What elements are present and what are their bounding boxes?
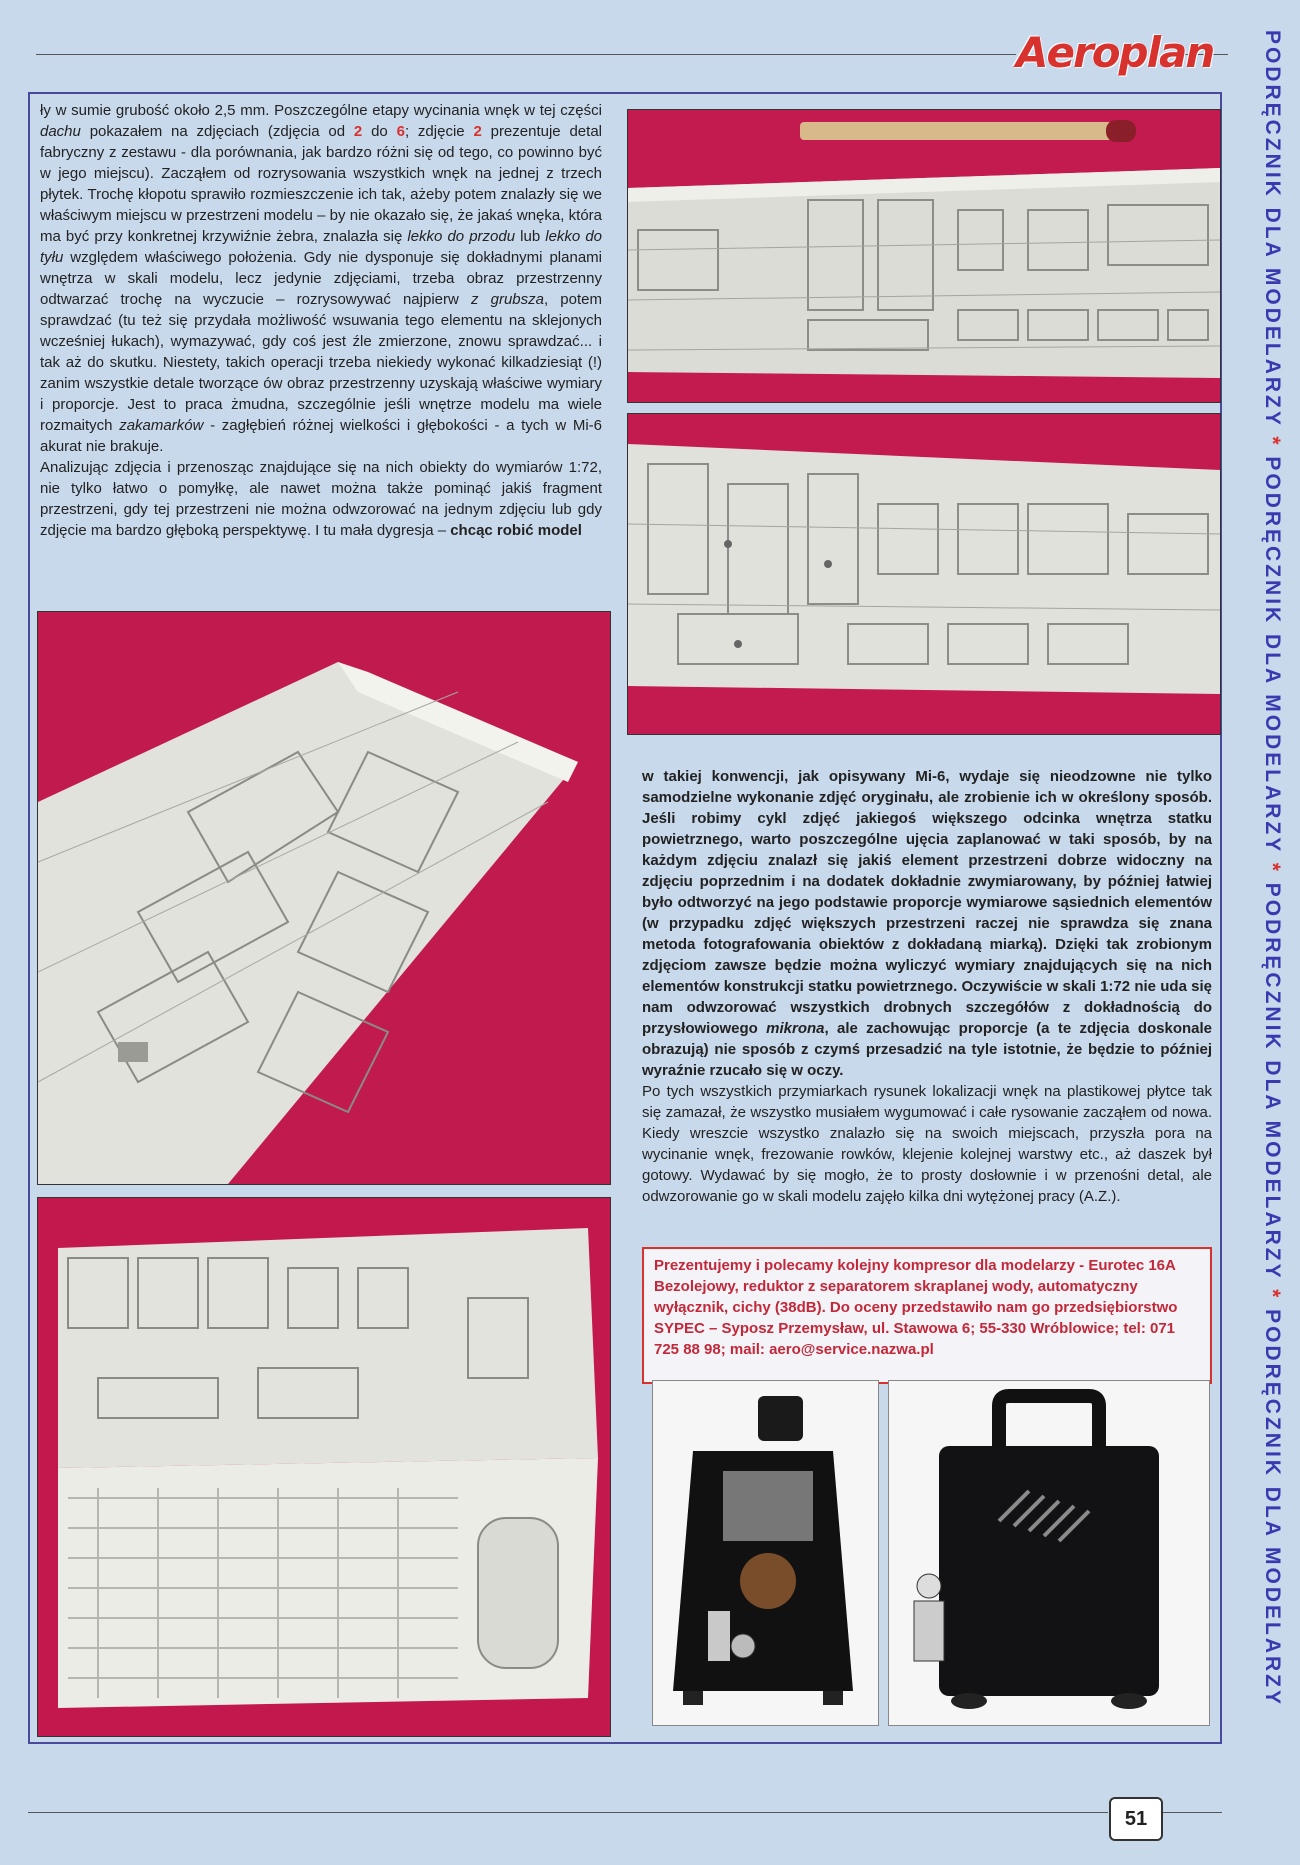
photo-panel-assembly-svg [38,1198,610,1736]
compressor-photo-closed [888,1380,1210,1726]
compressor-open-svg [653,1381,878,1725]
compressor-photo-open [652,1380,879,1726]
photo-panel-angled-svg [38,612,610,1184]
photo-panel-cutouts [628,414,1220,734]
vertical-sidebar [1228,30,1284,1830]
page-number: 51 [1109,1797,1163,1841]
header-rule-left [36,54,1016,55]
footer-rule-left [28,1812,1108,1813]
ad-title: Prezentujemy i polecamy kolejny kompresor dla modelarzy - Eurotec 16A [654,1257,1176,1274]
aeroplan-logo: Aeroplan [1016,28,1214,77]
right-paragraph-bold: w takiej konwencji, jak opisywany Mi-6, wydaje się nieodzowne nie tylko samodzielne wykonanie zdjęć oryginału, ale zrobienie ich w określony sposób. Jeśli robimy cykl zdjęć jakiegoś większego odcinka wnętrza statku powietrznego, warto poszczególne ujęcia zaplanować w taki sposób, by na każdym zdjęciu znalazł się jakiś element przestrzeni dobrze widoczny na zdjęciu poprzednim i na dodatek dokładnie zwymiarowany, by później łatwiej było odtworzyć na jego podstawie proporcje wymiarowe sąsiednich elementów (w przypadku zdjęć większych przestrzeni raczej nie sprawdza się znana metoda fotografowania obiektów z dokładaną miarką). Dzięki tak zrobionym zdjęciom zawsze będzie można wyliczyć wymiary znajdujących się na nich elementów konstrukcji statku powietrznego. Oczywiście w skali 1:72 nie uda się nam odwzorować wszystkich drobnych szczegółów z dokładnością do przysłowiowego mikrona, ale zachowując proporcje (a te zdjęcia doskonale obrazują) nie sposób z czymś przesadzić na tyle istotnie, że będzie to później wyraźnie rzucało się w oczy. [642,768,1213,1079]
footer-rule-right [1162,1812,1222,1813]
ad-mail-link[interactable]: aero@service.nazwa.pl [769,1341,934,1358]
compressor-closed-svg [889,1381,1209,1725]
photo-panel-angled [38,612,610,1184]
left-paragraph-1: ły w sumie grubość około 2,5 mm. Poszczególne etapy wycinania wnęk w tej części dachu pokazałem na zdjęciach (zdjęcia od 2 do 6; zdjęcie 2 prezentuje detal fabryczny z zestawu - dla porównania, jak bardzo różni się od tego, co powinno być w jego miejscu). Zacząłem od rozrysowania wszystkich wnęk na jednej z trzech płytek. Trochę kłopotu sprawiło rozmieszczenie ich tak, ażeby potem znalazły się we właściwym miejscu w przestrzeni modelu – by nie okazało się, że jakaś wnęka, która ma być przy konkretnej krzywiźnie żebra, znalazła się lekko do przodu lub lekko do tyłu względem właściwego położenia. Gdy nie dysponuje się dokładnymi planami wnętrza w skali modelu, lecz jedynie zdjęciami, trzeba obraz przestrzenny odtwarzać trochę na wyczucie – rozrysowywać najpierw z grubsza, potem sprawdzać (tu też się przydała możliwość wsuwania tego elementu na sklejonych wcześniej łukach), wymazywać, gdy coś jest źle zmierzone, znowu sprawdzać... i tak aż do skutku. Niestety, takich operacji trzeba niekiedy wykonać kilkadziesiąt (!) zanim wszystkie detale tworzące ów obraz przestrzenny uzyskają właściwe wymiary i proporcje. Jest to praca żmudna, szczególnie jeśli wnętrze modelu ma wiele rozmaitych zakamarków - zagłębień różnej wielkości i głębokości - a tych w Mi-6 akurat nie brakuje. [40,102,603,455]
photo-panel-assembly [38,1198,610,1736]
photo-panel-with-match [628,110,1220,402]
ad-body: Bezolejowy, reduktor z separatorem skraplanej wody, automatyczny wyłącznik, cichy (38dB). Do oceny przedstawiło nam go przedsiębiorstwo SYPEC – Syposz Przemysław, ul. Stawowa 6; 55-330 Wróblowice; tel: 071 725 88 98; mail: aero@service.nazwa.pl [654,1278,1178,1358]
right-paragraph-normal: Po tych wszystkich przymiarkach rysunek lokalizacji wnęk na plastikowej płytce tak się zamazał, że wszystko musiałem wygumować i całe rysowanie zacząłem od nowa. Kiedy wreszcie wszystko znalazło się na swoich miejscach, przyszła pora na wycinanie wnęk, frezowanie rowków, klejenie kolejnej warstwy etc., aż daszek był gotowy. Wydawać by się mogło, że to prosty dosłownie i w przenośni detal, ale odwzorowanie go w skali modelu zajęło kilka dni wytężonej pracy (A.Z.). [642,1083,1212,1205]
right-column-text [642,766,1212,1207]
photo-panel-cutouts-svg [628,414,1220,734]
sidebar-text: PODRĘCZNIK DLA MODELARZY * PODRĘCZNIK DLA MODELARZY * PODRĘCZNIK DLA MODELARZY * PODRĘCZNIK DLA MODELARZY [1261,30,1284,1708]
left-column-text [40,100,602,541]
compressor-ad-box [642,1247,1212,1384]
left-paragraph-2: Analizując zdjęcia i przenosząc znajdujące się na nich obiekty do wymiarów 1:72, nie tylko łatwo o pomyłkę, ale nawet można także pominąć jakiś fragment przestrzeni, gdy tej przestrzeni nie można odwzorować na jednym zdjęciu lub gdy zdjęcie ma bardzo głęboką perspektywę. I tu mała dygresja – chcąc robić model [40,459,602,539]
photo-panel-with-match-svg [628,110,1220,402]
